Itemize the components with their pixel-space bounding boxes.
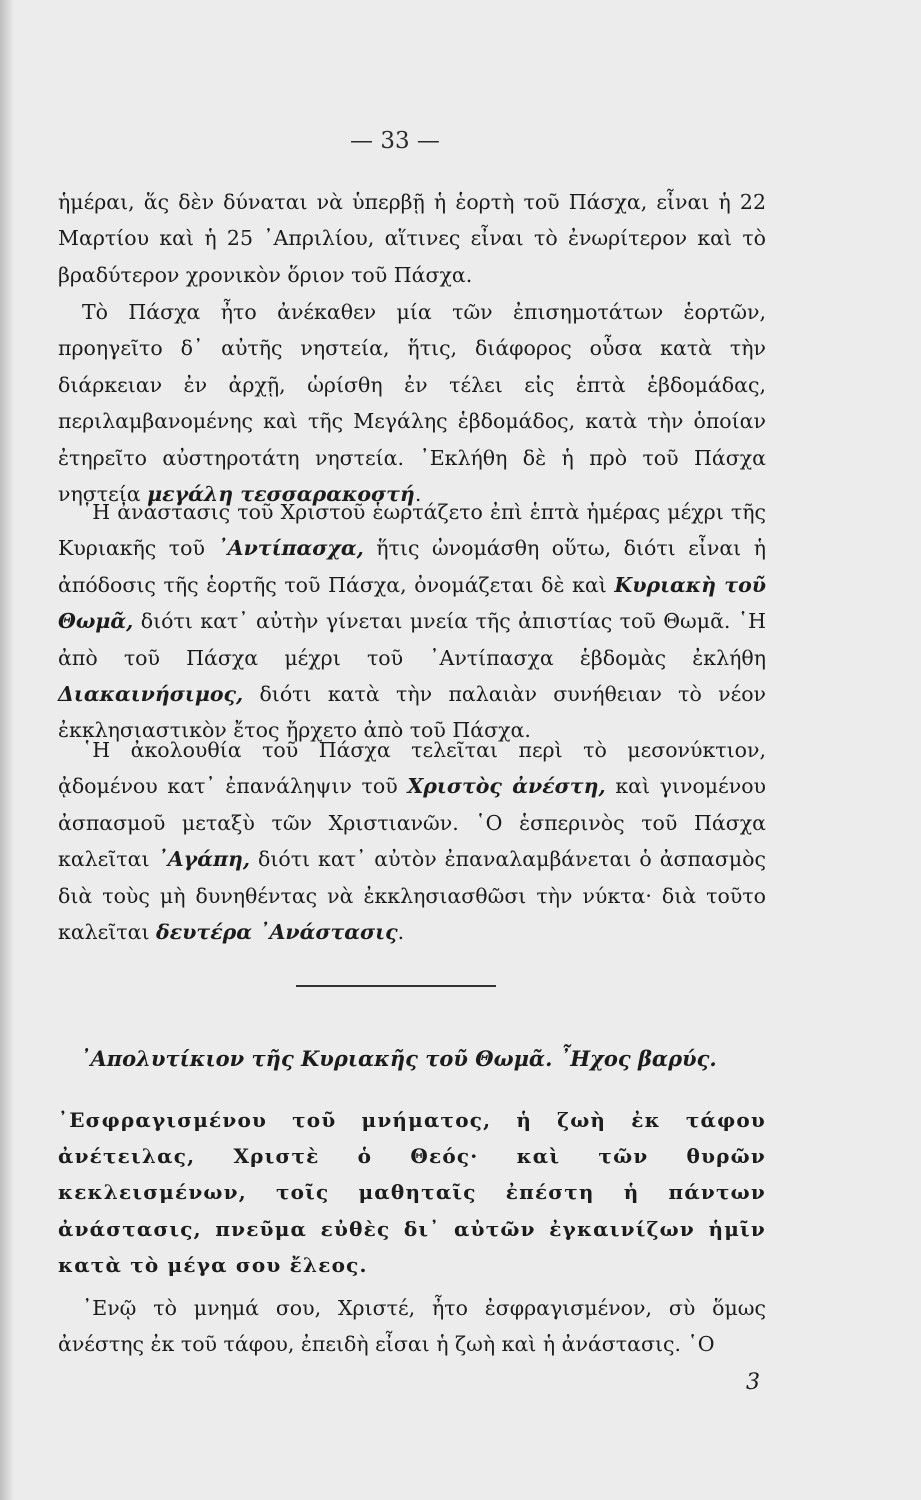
paragraph-1-text: ἡμέραι, ἅς δὲν δύναται νὰ ὑπερβῇ ἡ ἑορτὴ τοῦ Πάσχα, εἶναι ἡ 22 Μαρτίου καὶ ἡ 25 ᾽Απριλίου, αἵτινες εἶναι τὸ ἐνωρίτερον καὶ τὸ βραδύτερον χρονικὸν ὅριον τοῦ Πάσχα. [58,190,766,287]
translation-paragraph: ᾽Ενῷ τὸ μνημά σου, Χριστέ, ἦτο ἐσφραγισμένον, σὺ ὅμως ἀνέστης ἐκ τοῦ τάφου, ἐπειδὴ εἶσαι ἡ ζωὴ καὶ ἡ ἀνάστασις. ῾Ο [58,1296,766,1357]
paragraph-4 [58,732,766,950]
paragraph-4-end: . [397,920,405,945]
paragraph-4-part-1: ῾Η ἀκολουθία τοῦ Πάσχα τελεῖται περὶ τὸ μεσονύκτιον, ᾀδομένου κατ᾽ ἐπανάληψιν τοῦ [58,738,766,799]
term-megali-tessarakosti: μεγάλη τεσσαρακοστή [147,482,415,507]
paragraph-4-part-3: διότι κατ᾽ αὐτὸν ἐπαναλαμβάνεται ὁ ἀσπασμὸς διὰ τοὺς μὴ δυνηθέντας νὰ ἐκκλησιασθῶσι τὴν νύκτα· διὰ τοῦτο καλεῖται [58,847,766,945]
term-kyriaki-thoma: Κυριακὴ τοῦ Θωμᾶ, [58,572,766,634]
paragraph-3-part-2: ἥτις ὠνομάσθη οὕτω, διότι εἶναι ἡ ἀπόδοσις τῆς ἑορτῆς τοῦ Πάσχα, ὀνομάζεται δὲ καὶ [58,536,766,597]
paragraph-1 [58,184,766,293]
hymn-title: ᾽Απολυτίκιον τῆς Κυριακῆς τοῦ Θωμᾶ. ῏Ηχος βαρύς. [80,1046,717,1071]
section-divider [296,985,496,987]
term-agapi: ᾽Αγάπη, [157,847,251,872]
term-deftera-anastasis: δευτέρα ᾽Ανάστασις [156,920,398,945]
term-antipascha: ᾽Αντίπασχα, [217,536,364,561]
page-gutter-shadow [0,0,14,1500]
paragraph-3-part-1: ῾Η ἀνάστασις τοῦ Χριστοῦ ἑωρτάζετο ἐπὶ ἑπτὰ ἡμέρας μέχρι τῆς Κυριακῆς τοῦ [58,500,766,561]
paragraph-3 [58,494,766,749]
page-number: — 33 — [350,128,440,154]
paragraph-4-part-2: καὶ γινομένου ἀσπασμοῦ μεταξὺ τῶν Χριστιανῶν. ῾Ο ἑσπερινὸς τοῦ Πάσχα καλεῖται [58,774,767,872]
signature-mark: 3 [746,1370,760,1395]
paragraph-3-text [58,494,766,749]
term-diakainisimos: Διακαινήσιμος, [58,682,244,707]
hymn-text: ᾽Εσφραγισμένου τοῦ μνήματος, ἡ ζωὴ ἐκ τάφου ἀνέτειλας, Χριστὲ ὁ Θεός· καὶ τῶν θυρῶν κεκλεισμένων, τοῖς μαθηταῖς ἐπέστη ἡ πάντων ἀνάστασις, πνεῦμα εὐθὲς δι᾽ αὐτῶν ἐγκαινίζων ἡμῖν κατὰ τὸ μέγα σου ἔλεος. [58,1108,766,1277]
paragraph-3-part-3: διότι κατ᾽ αὐτὴν γίνεται μνεία τῆς ἀπιστίας τοῦ Θωμᾶ. ῾Η ἀπὸ τοῦ Πάσχα μέχρι τοῦ ᾽Αντίπασχα ἑβδομὰς ἐκλήθη [58,609,766,670]
paragraph-4-text [58,732,766,950]
paragraph-2-text [58,294,766,512]
paragraph-2-body: Τὸ Πάσχα ἦτο ἀνέκαθεν μία τῶν ἐπισημοτάτων ἑορτῶν, προηγεῖτο δ᾽ αὐτῆς νηστεία, ἥτις, διάφορος οὖσα κατὰ τὴν διάρκειαν ἐν ἀρχῇ, ὡρίσθη ἐν τέλει εἰς ἑπτὰ ἑβδομάδας, περιλαμβανομένης καὶ τῆς Μεγάλης ἑβδομάδος, κατὰ τὴν ὁποίαν ἐτηρεῖτο αὐστηροτάτη νηστεία. ᾽Εκλήθη δὲ ἡ πρὸ τοῦ Πάσχα νηστεία [58,300,766,507]
term-christos-anesti: Χριστὸς ἀνέστη, [407,774,606,799]
paragraph-2 [58,294,766,512]
paragraph-3-part-4: διότι κατὰ τὴν παλαιὰν συνήθειαν τὸ νέον ἐκκλησιαστικὸν ἔτος ἤρχετο ἀπὸ τοῦ Πάσχα. [58,682,766,743]
paragraph-2-end: . [414,482,422,507]
